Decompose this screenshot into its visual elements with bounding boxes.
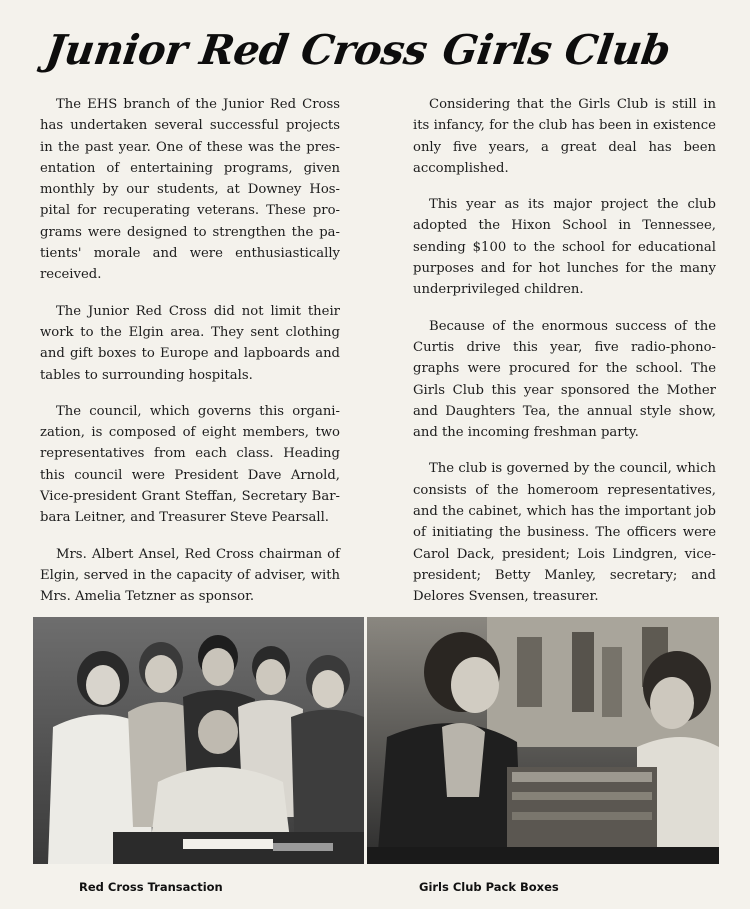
article-paragraph: The Junior Red Cross did not limit their work to the Elgin area. They sent clothing and gift boxes to Europe and lapboards and tables to surrounding hospitals. xyxy=(40,303,340,383)
red-cross-photo-caption: Red Cross Transaction xyxy=(79,880,223,894)
photo-strip xyxy=(33,617,719,864)
article-paragraph: Mrs. Albert Ansel, Red Cross chairman of Elgin, served in the capacity of adviser, with Mrs. Amelia Tetzner as sponsor. xyxy=(40,546,340,605)
girls-club-photo-illustration xyxy=(367,617,719,864)
girls-club-pack-boxes-photo xyxy=(367,617,719,864)
red-cross-transaction-photo xyxy=(33,617,364,864)
red-cross-photo-illustration xyxy=(33,617,364,864)
junior-red-cross-article xyxy=(40,94,340,623)
article-paragraph: The council, which governs this organization, is composed of eight members, two representatives from each class. Heading this council were President Dave Arnold, Vice-president Grant Steffan, Secretary Barbara Leitner, and Treasurer Steve Pearsall. xyxy=(40,403,340,526)
girls-club-article xyxy=(413,94,716,623)
article-paragraph: This year as its major project the club adopted the Hixon School in Tennessee, sending $100 to the school for educational purposes and for hot lunches for the many underprivileged children. xyxy=(413,197,716,298)
article-paragraph: Because of the enormous success of the Curtis drive this year, five radio-phonographs were procured for the school. The Girls Club this year sponsored the Mother and Daughters Tea, the annual style show, and the incoming freshman party. xyxy=(413,318,716,441)
article-paragraph: Considering that the Girls Club is still in its infancy, for the club has been in existence only five years, a great deal has been accomplished. xyxy=(413,97,716,176)
girls-club-photo-caption: Girls Club Pack Boxes xyxy=(419,880,559,894)
article-paragraph: The EHS branch of the Junior Red Cross has undertaken several successful projects in the past year. One of these was the presentation of entertaining programs, given monthly by our students, at Downey Hospital for recuperating veterans. These programs were designed to strengthen the patients' morale and were enthusiastically received. xyxy=(40,97,340,283)
article-paragraph: The club is governed by the council, which consists of the homeroom representatives, and the cabinet, which has the important job of initiating the business. The officers were Carol Dack, president; Lois Lindgren, vice-president; Betty Manley, secretary; and Delores Svensen, treasurer. xyxy=(413,461,716,605)
junior-red-cross-title: Junior Red Cross xyxy=(42,26,431,74)
girls-club-title: Girls Club xyxy=(439,26,674,74)
